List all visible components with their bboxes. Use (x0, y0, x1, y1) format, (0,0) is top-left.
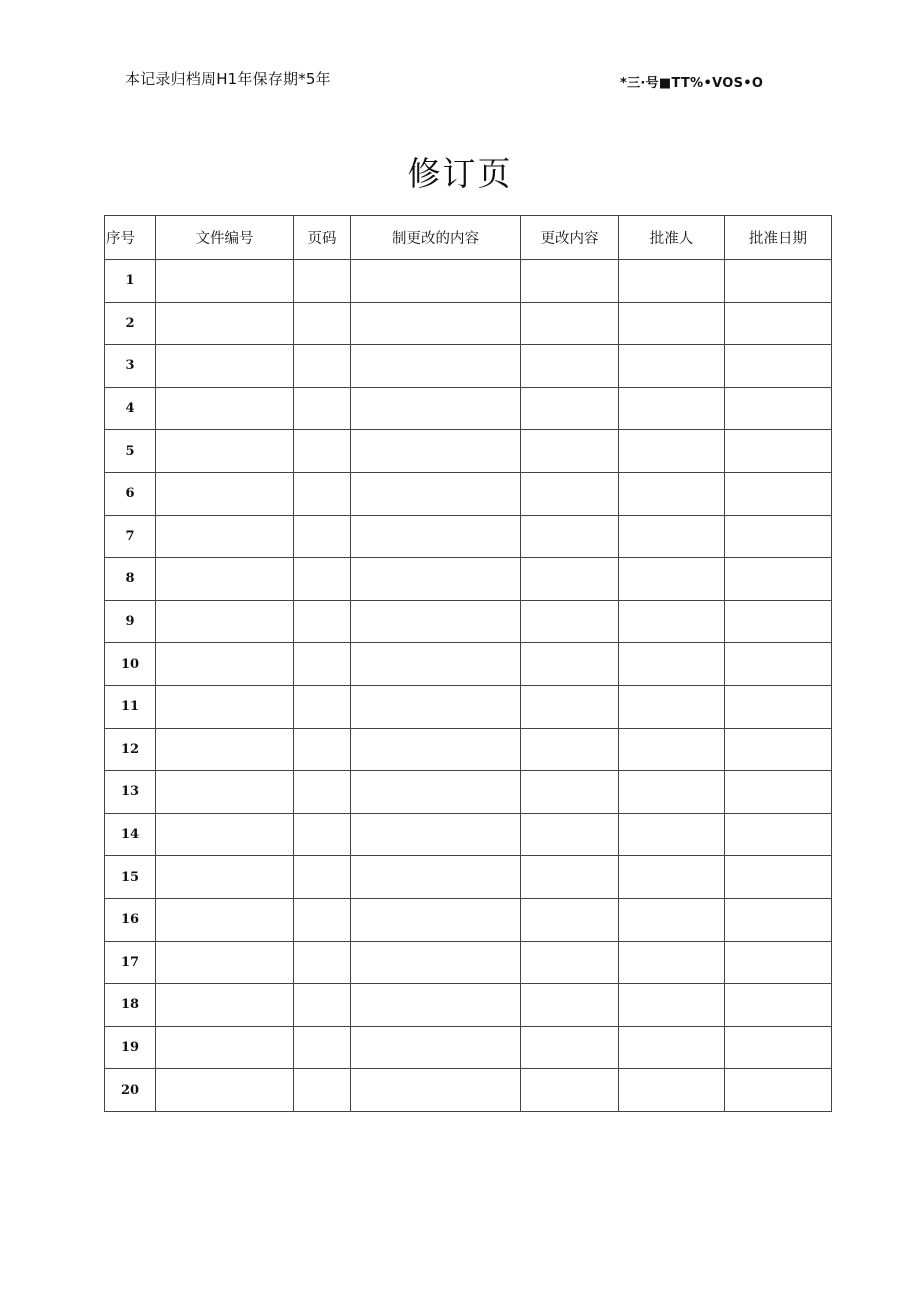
row-number: 8 (105, 558, 156, 601)
page-cell (294, 643, 351, 686)
file-number-cell (156, 1026, 294, 1069)
row-number: 12 (105, 728, 156, 771)
approver-cell (619, 600, 725, 643)
original-content-cell (351, 600, 521, 643)
original-content-cell (351, 984, 521, 1027)
page-cell (294, 558, 351, 601)
table-row (105, 941, 832, 984)
file-number-cell (156, 771, 294, 814)
approval-date-cell (725, 771, 832, 814)
approver-cell (619, 302, 725, 345)
approver-cell (619, 643, 725, 686)
approval-date-cell (725, 941, 832, 984)
row-number: 15 (105, 856, 156, 899)
page-cell (294, 898, 351, 941)
original-content-cell (351, 856, 521, 899)
file-number-cell (156, 387, 294, 430)
document-code: *三·号■TT%•VOS•O (620, 76, 764, 91)
approver-cell (619, 1026, 725, 1069)
original-content-cell (351, 941, 521, 984)
approval-date-cell (725, 898, 832, 941)
revision-table (104, 215, 832, 1112)
approval-date-cell (725, 345, 832, 388)
column-header-seq: 序号 (105, 216, 156, 260)
row-number: 18 (105, 984, 156, 1027)
row-number: 16 (105, 898, 156, 941)
table-row (105, 302, 832, 345)
page-cell (294, 430, 351, 473)
file-number-cell (156, 345, 294, 388)
table-row (105, 728, 832, 771)
row-number: 19 (105, 1026, 156, 1069)
file-number-cell (156, 941, 294, 984)
page-cell (294, 685, 351, 728)
changed-content-cell (521, 430, 619, 473)
table-row (105, 600, 832, 643)
changed-content-cell (521, 472, 619, 515)
column-header-approval-date: 批准日期 (725, 216, 832, 260)
row-number: 20 (105, 1069, 156, 1112)
column-header-approver: 批准人 (619, 216, 725, 260)
page-cell (294, 387, 351, 430)
approval-date-cell (725, 685, 832, 728)
changed-content-cell (521, 685, 619, 728)
original-content-cell (351, 1026, 521, 1069)
page-cell (294, 1026, 351, 1069)
row-number: 11 (105, 685, 156, 728)
file-number-cell (156, 685, 294, 728)
approval-date-cell (725, 430, 832, 473)
original-content-cell (351, 728, 521, 771)
original-content-cell (351, 771, 521, 814)
page-cell (294, 600, 351, 643)
file-number-cell (156, 984, 294, 1027)
approval-date-cell (725, 984, 832, 1027)
row-number: 17 (105, 941, 156, 984)
approver-cell (619, 260, 725, 303)
approver-cell (619, 345, 725, 388)
approver-cell (619, 1069, 725, 1112)
row-number: 3 (105, 345, 156, 388)
file-number-cell (156, 643, 294, 686)
column-header-file-number: 文件编号 (156, 216, 294, 260)
page-cell (294, 941, 351, 984)
row-number: 5 (105, 430, 156, 473)
row-number: 7 (105, 515, 156, 558)
row-number: 6 (105, 472, 156, 515)
page-cell (294, 813, 351, 856)
approval-date-cell (725, 387, 832, 430)
page-cell (294, 472, 351, 515)
page-cell (294, 728, 351, 771)
approval-date-cell (725, 472, 832, 515)
changed-content-cell (521, 898, 619, 941)
file-number-cell (156, 600, 294, 643)
row-number: 10 (105, 643, 156, 686)
approval-date-cell (725, 1026, 832, 1069)
table-row (105, 771, 832, 814)
approver-cell (619, 472, 725, 515)
approval-date-cell (725, 813, 832, 856)
changed-content-cell (521, 813, 619, 856)
approval-date-cell (725, 302, 832, 345)
original-content-cell (351, 260, 521, 303)
original-content-cell (351, 345, 521, 388)
page-cell (294, 515, 351, 558)
approver-cell (619, 771, 725, 814)
approval-date-cell (725, 558, 832, 601)
original-content-cell (351, 430, 521, 473)
file-number-cell (156, 260, 294, 303)
file-number-cell (156, 515, 294, 558)
file-number-cell (156, 898, 294, 941)
page-cell (294, 1069, 351, 1112)
approver-cell (619, 856, 725, 899)
table-row (105, 685, 832, 728)
table-row (105, 345, 832, 388)
table-row (105, 387, 832, 430)
original-content-cell (351, 1069, 521, 1112)
table-row (105, 430, 832, 473)
row-number: 9 (105, 600, 156, 643)
file-number-cell (156, 302, 294, 345)
changed-content-cell (521, 771, 619, 814)
page-cell (294, 345, 351, 388)
approver-cell (619, 728, 725, 771)
changed-content-cell (521, 1069, 619, 1112)
row-number: 14 (105, 813, 156, 856)
approver-cell (619, 941, 725, 984)
changed-content-cell (521, 600, 619, 643)
original-content-cell (351, 643, 521, 686)
approval-date-cell (725, 643, 832, 686)
file-number-cell (156, 472, 294, 515)
approver-cell (619, 685, 725, 728)
table-row (105, 515, 832, 558)
page-cell (294, 260, 351, 303)
row-number: 1 (105, 260, 156, 303)
file-number-cell (156, 856, 294, 899)
file-number-cell (156, 558, 294, 601)
page-cell (294, 771, 351, 814)
file-number-cell (156, 1069, 294, 1112)
changed-content-cell (521, 387, 619, 430)
changed-content-cell (521, 728, 619, 771)
approval-date-cell (725, 600, 832, 643)
row-number: 2 (105, 302, 156, 345)
table-row (105, 260, 832, 303)
changed-content-cell (521, 1026, 619, 1069)
table-row (105, 813, 832, 856)
original-content-cell (351, 515, 521, 558)
table-row (105, 856, 832, 899)
changed-content-cell (521, 856, 619, 899)
original-content-cell (351, 558, 521, 601)
original-content-cell (351, 898, 521, 941)
page-cell (294, 302, 351, 345)
approver-cell (619, 813, 725, 856)
record-retention-note: 本记录归档周H1年保存期*5年 (125, 70, 331, 88)
approval-date-cell (725, 515, 832, 558)
approver-cell (619, 387, 725, 430)
file-number-cell (156, 728, 294, 771)
row-number: 13 (105, 771, 156, 814)
approval-date-cell (725, 260, 832, 303)
page-title: 修订页 (407, 154, 513, 193)
changed-content-cell (521, 558, 619, 601)
file-number-cell (156, 430, 294, 473)
file-number-cell (156, 813, 294, 856)
changed-content-cell (521, 515, 619, 558)
approver-cell (619, 898, 725, 941)
original-content-cell (351, 685, 521, 728)
table-row (105, 472, 832, 515)
changed-content-cell (521, 941, 619, 984)
original-content-cell (351, 472, 521, 515)
table-row (105, 898, 832, 941)
changed-content-cell (521, 643, 619, 686)
table-row (105, 1026, 832, 1069)
changed-content-cell (521, 345, 619, 388)
approver-cell (619, 430, 725, 473)
table-row (105, 643, 832, 686)
row-number: 4 (105, 387, 156, 430)
table-row (105, 558, 832, 601)
table-body (105, 260, 832, 1112)
changed-content-cell (521, 302, 619, 345)
column-header-original-content: 制更改的内容 (351, 216, 521, 260)
column-header-page: 页码 (294, 216, 351, 260)
approver-cell (619, 515, 725, 558)
changed-content-cell (521, 260, 619, 303)
page-cell (294, 856, 351, 899)
page-cell (294, 984, 351, 1027)
approver-cell (619, 984, 725, 1027)
approval-date-cell (725, 1069, 832, 1112)
approval-date-cell (725, 856, 832, 899)
original-content-cell (351, 387, 521, 430)
column-header-changed-content: 更改内容 (521, 216, 619, 260)
original-content-cell (351, 813, 521, 856)
approver-cell (619, 558, 725, 601)
changed-content-cell (521, 984, 619, 1027)
approval-date-cell (725, 728, 832, 771)
original-content-cell (351, 302, 521, 345)
table-header-row (105, 216, 832, 260)
table-row (105, 984, 832, 1027)
table-row (105, 1069, 832, 1112)
